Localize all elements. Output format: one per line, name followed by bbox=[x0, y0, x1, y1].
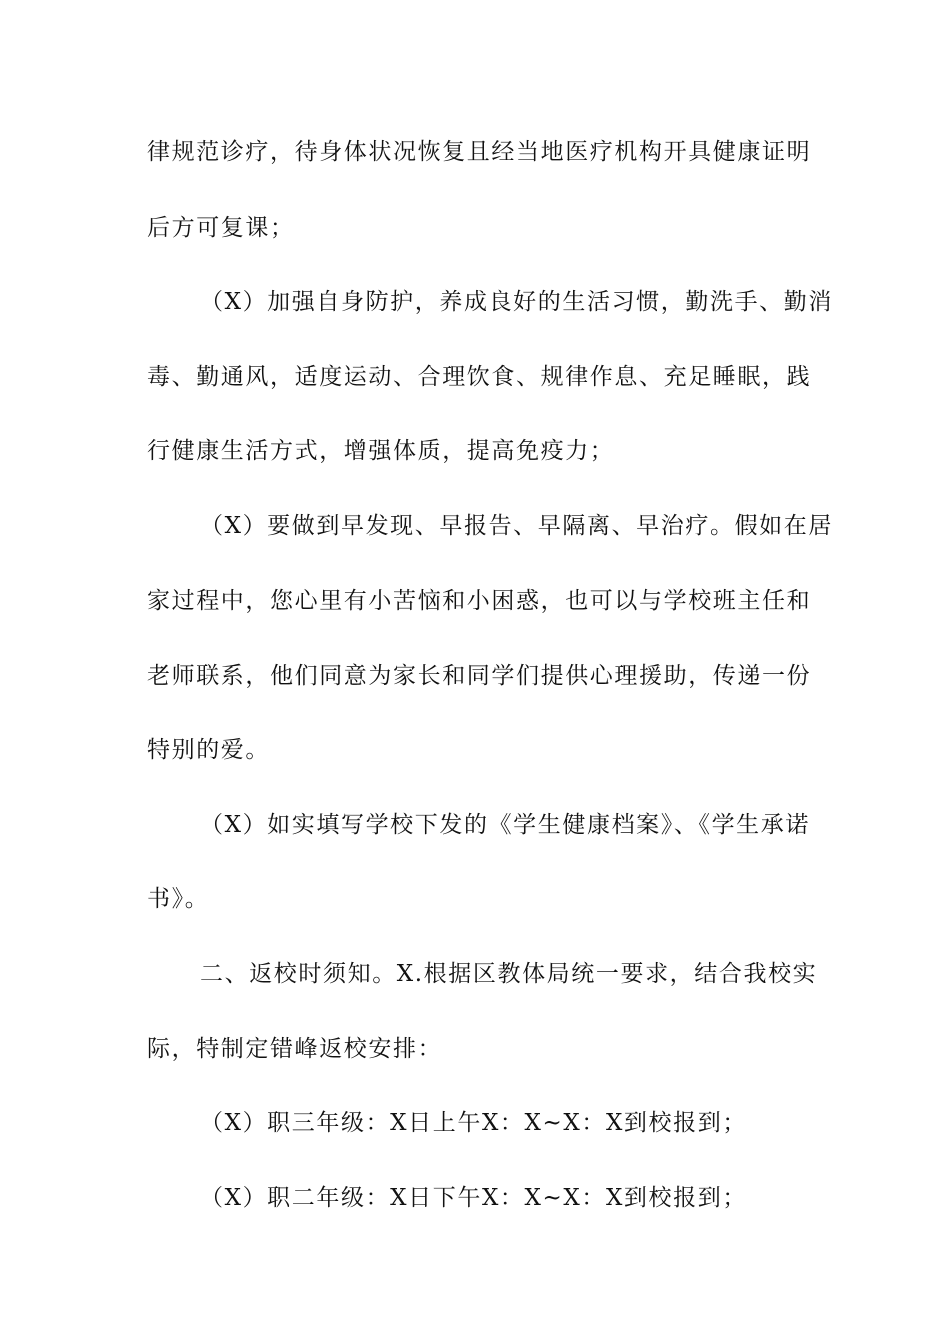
schedule-item: （X）职二年级：X日下午X：X~X：X到校报到； bbox=[200, 1185, 747, 1211]
section-heading: 二、返校时须知。X.根据区教体局统一要求，结合我校实 bbox=[200, 961, 818, 987]
text-line: 书》。 bbox=[147, 886, 210, 912]
text-line: 特别的爱。 bbox=[147, 737, 270, 763]
text-line: 家过程中，您心里有小苦恼和小困惑，也可以与学校班主任和 bbox=[147, 588, 812, 614]
text-line: 后方可复课； bbox=[147, 215, 295, 241]
paragraph-start: （X）加强自身防护，养成良好的生活习惯，勤洗手、勤消 bbox=[200, 289, 833, 315]
paragraph-start: （X）如实填写学校下发的《学生健康档案》、《学生承诺 bbox=[200, 812, 810, 838]
schedule-item: （X）职三年级：X日上午X：X~X：X到校报到； bbox=[200, 1110, 747, 1136]
text-line: 老师联系，他们同意为家长和同学们提供心理援助，传递一份 bbox=[147, 663, 812, 689]
text-line: 毒、勤通风，适度运动、合理饮食、规律作息、充足睡眠，践 bbox=[147, 364, 812, 390]
paragraph-start: （X）要做到早发现、早报告、早隔离、早治疗。假如在居 bbox=[200, 513, 833, 539]
text-line: 际，特制定错峰返校安排： bbox=[147, 1036, 443, 1062]
text-line: 行健康生活方式，增强体质，提高免疫力； bbox=[147, 438, 615, 464]
text-line: 律规范诊疗，待身体状况恢复且经当地医疗机构开具健康证明 bbox=[147, 139, 812, 165]
